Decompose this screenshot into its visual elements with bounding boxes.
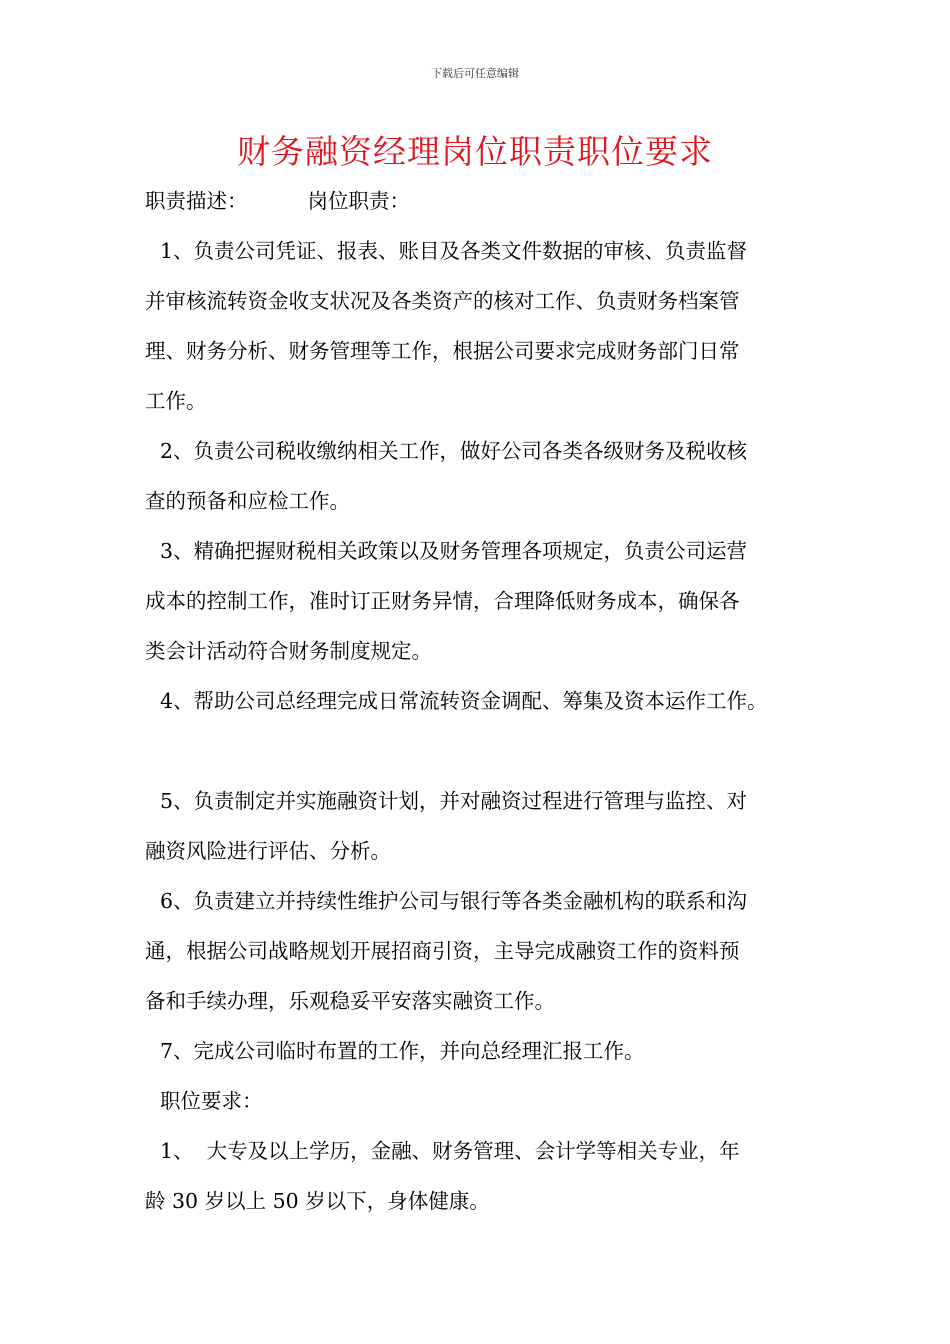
duty-2-line-1: 2、负责公司税收缴纳相关工作，做好公司各类各级财务及税收核 <box>160 439 748 463</box>
duty-3-line-3: 类会计活动符合财务制度规定。 <box>145 639 432 663</box>
requirement-1-line-2: 龄 30 岁以上 50 岁以下，身体健康。 <box>145 1189 490 1213</box>
job-duties-label: 岗位职责： <box>307 189 410 213</box>
page-title: 财务融资经理岗位职责职位要求 <box>237 132 713 171</box>
requirements-heading: 职位要求： <box>160 1089 263 1113</box>
duty-7-line-1: 7、完成公司临时布置的工作，并向总经理汇报工作。 <box>160 1039 645 1063</box>
duty-2-line-2: 查的预备和应检工作。 <box>145 489 350 513</box>
duty-6-line-3: 备和手续办理，乐观稳妥平安落实融资工作。 <box>145 989 555 1013</box>
header-note: 下载后可任意编辑 <box>431 67 519 80</box>
intro-line <box>145 186 410 216</box>
duty-1-line-1: 1、负责公司凭证、报表、账目及各类文件数据的审核、负责监督 <box>160 239 748 263</box>
duty-6-line-2: 通，根据公司战略规划开展招商引资，主导完成融资工作的资料预 <box>145 939 740 963</box>
duty-4-line-1: 4、帮助公司总经理完成日常流转资金调配、筹集及资本运作工作。 <box>160 689 768 713</box>
requirement-1-line-1: 1、 大专及以上学历，金融、财务管理、会计学等相关专业，年 <box>160 1139 740 1163</box>
duty-3-line-1: 3、精确把握财税相关政策以及财务管理各项规定，负责公司运营 <box>160 539 748 563</box>
duty-5-line-1: 5、负责制定并实施融资计划，并对融资过程进行管理与监控、对 <box>160 789 748 813</box>
duty-6-line-1: 6、负责建立并持续性维护公司与银行等各类金融机构的联系和沟 <box>160 889 748 913</box>
duty-1-line-3: 理、财务分析、财务管理等工作，根据公司要求完成财务部门日常 <box>145 339 740 363</box>
duty-description-label: 职责描述： <box>145 189 248 213</box>
duty-3-line-2: 成本的控制工作，准时订正财务异情，合理降低财务成本，确保各 <box>145 589 740 613</box>
duty-1-line-4: 工作。 <box>145 389 207 413</box>
duty-1-line-2: 并审核流转资金收支状况及各类资产的核对工作、负责财务档案管 <box>145 289 740 313</box>
duty-5-line-2: 融资风险进行评估、分析。 <box>145 839 391 863</box>
